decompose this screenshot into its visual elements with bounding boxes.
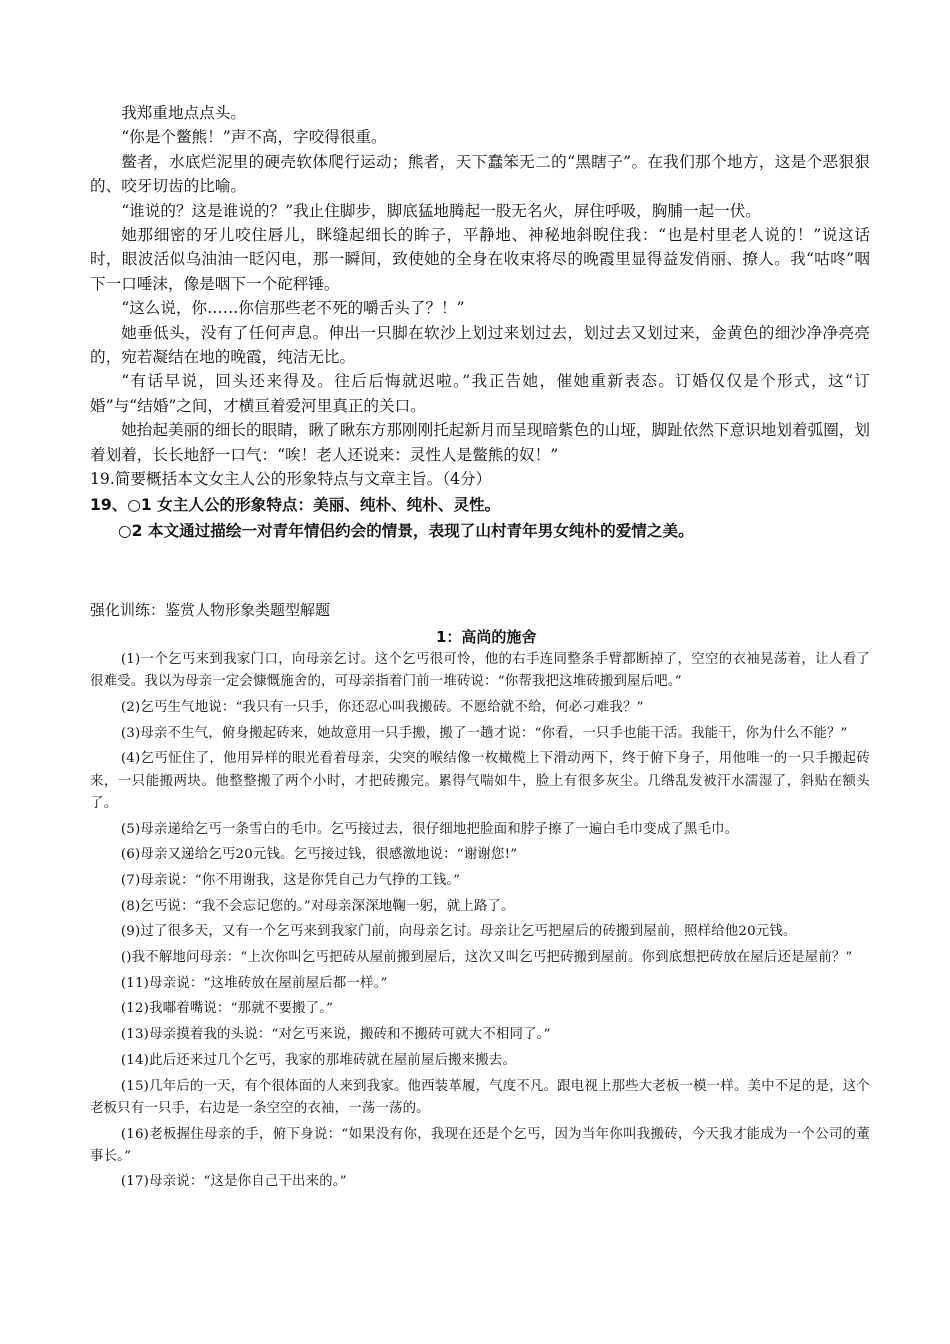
story-title: 1：高尚的施舍 <box>436 628 537 646</box>
question-19: 19.简要概括本文女主人公的形象特点与文章主旨。（4分） <box>90 470 492 489</box>
story-paragraph: (13)母亲摸着我的头说：“对乞丐来说，搬砖和不搬砖可就大不相同了。” <box>120 1027 551 1043</box>
story-paragraph: (4)乞丐怔住了，他用异样的眼光看着母亲，尖突的喉结像一枚橄榄上下滑动两下，终于俯下身子，用他唯一的一只手搬起砖来，一只能搬两块。他整整搬了两个小时，才把砖搬完。累得气喘如牛，脸上有很多灰尘。几绺乱发被汗水濡湿了，斜贴在额头了。 <box>90 751 870 811</box>
story-paragraph: (7)母亲说：“你不用谢我，这是你凭自己力气挣的工钱。” <box>120 873 461 889</box>
passage-paragraph: “你是个鳖熊！”声不高，字咬得很重。 <box>121 128 387 147</box>
passage-paragraph: “这么说，你……你信那些老不死的嚼舌头了？！” <box>121 299 465 318</box>
story-paragraph: (11)母亲说：“这堆砖放在屋前屋后都一样。” <box>120 975 388 991</box>
story-paragraph: (3)母亲不生气，俯身搬起砖来，她故意用一只手搬，搬了一趟才说：“你看，一只手也能干活。我能干，你为什么不能？” <box>120 725 848 741</box>
passage-paragraph: “有话早说，回头还来得及。往后后悔就迟啦。”我正告她，催她重新表态。订婚仅仅是个形式，这“订婚”与“结婚”之间，才横亘着爱河里真正的关口。 <box>90 372 870 415</box>
story-paragraph: (5)母亲递给乞丐一条雪白的毛巾。乞丐接过去，很仔细地把脸面和脖子擦了一遍白毛巾变成了黑毛巾。 <box>120 821 739 837</box>
story-paragraph: (2)乞丐生气地说：“我只有一只手，你还忍心叫我搬砖。不愿给就不给，何必刁难我？” <box>120 699 644 715</box>
story-paragraph: (9)过了很多天，又有一个乞丐来到我家门前，向母亲乞讨。母亲让乞丐把屋后的砖搬到屋前，照样给他20元钱。 <box>120 924 797 940</box>
story-paragraph: (15)几年后的一天，有个很体面的人来到我家。他西装革履，气度不凡。跟电视上那些大老板一模一样。美中不足的是，这个老板只有一只手，右边是一条空空的衣袖，一荡一荡的。 <box>90 1078 870 1116</box>
passage-paragraph: 她抬起美丽的细长的眼睛，瞅了瞅东方那刚刚托起新月而呈现暗紫色的山垭，脚趾依然下意识地划着弧圈，划着划着，长长地舒一口气：“唉！老人还说来：灵性人是鳖熊的奴！” <box>90 421 870 464</box>
story-paragraph: ()我不解地问母亲：“上次你叫乞丐把砖从屋前搬到屋后，这次又叫乞丐把砖搬到屋前。你到底想把砖放在屋后还是屋前？” <box>120 950 853 966</box>
story-paragraph: (17)母亲说：“这是你自己干出来的。” <box>120 1174 347 1190</box>
passage-paragraph: “谁说的？这是谁说的？”我止住脚步，脚底猛地腾起一股无名火，屏住呼吸，胸脯一起一伏。 <box>121 201 761 220</box>
passage-paragraph: 她那细密的牙儿咬住唇儿，眯缝起细长的眸子，平静地、神秘地斜睨住我：“也是村里老人说的！”说这话时，眼波活似乌油油一眨闪电，那一瞬间，致使她的全身在收束将尽的晚霞里显得益发俏丽、撩人。我“咕咚”咽下一口唾沫，像是咽下一个砣秤锤。 <box>90 226 870 293</box>
story-paragraph: (6)母亲又递给乞丐20元钱。乞丐接过钱，很感激地说：“谢谢您!” <box>120 847 518 863</box>
story-paragraph: (16)老板握住母亲的手，俯下身说：“如果没有你，我现在还是个乞丐，因为当年你叫我搬砖，今天我才能成为一个公司的董事长。” <box>90 1126 870 1164</box>
story-paragraph: (1)一个乞丐来到我家门口，向母亲乞讨。这个乞丐很可怜，他的右手连同整条手臂都断掉了，空空的衣袖晃荡着，让人看了很难受。我以为母亲一定会慷慨施舍的，可母亲指着门前一堆砖说：“你帮我把这堆砖搬到屋后吧。” <box>90 652 870 690</box>
passage-paragraph: 鳖者，水底烂泥里的硬壳软体爬行运动；熊者，天下蠢笨无二的“黑瞎子”。在我们那个地方，这是个恶狠狠的、咬牙切齿的比喻。 <box>90 152 870 196</box>
story-passage <box>90 101 870 544</box>
answer-line-2: ○2 本文通过描绘一对青年情侣约会的情景，表现了山村青年男女纯朴的爱情之美。 <box>118 521 694 540</box>
passage-paragraph: 她垂低头，没有了任何声息。伸出一只脚在软沙上划过来划过去，划过去又划过来，金黄色的细沙净净亮亮的，宛若凝结在地的晚霞，纯洁无比。 <box>90 323 870 367</box>
story-paragraph: (14)此后还来过几个乞丐，我家的那堆砖就在屋前屋后搬来搬去。 <box>120 1052 517 1068</box>
section-title: 强化训练：鉴赏人物形象类题型解题 <box>90 601 331 619</box>
story-paragraph: (12)我嘟着嘴说：“那就不要搬了。” <box>120 1001 334 1017</box>
story-paragraph: (8)乞丐说：“我不会忘记您的。”对母亲深深地鞠一躬，就上路了。 <box>120 898 515 914</box>
reading-story <box>90 649 870 1197</box>
passage-paragraph: 我郑重地点点头。 <box>121 104 246 122</box>
answer-line-1: 19、○1 女主人公的形象特点：美丽、纯朴、纯朴、灵性。 <box>90 495 501 514</box>
